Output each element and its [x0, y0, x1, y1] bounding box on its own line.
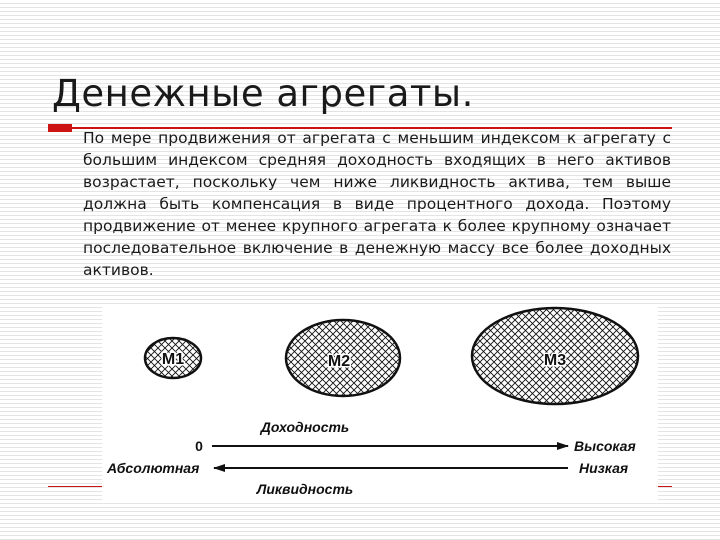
- yield-axis-title: Доходность: [260, 419, 350, 435]
- aggregates-diagram-svg: [102, 306, 658, 502]
- yield-axis-end-label: Высокая: [574, 438, 636, 454]
- slide-title: Денежные агрегаты.: [52, 72, 474, 115]
- title-accent-bar: [48, 124, 72, 132]
- liquidity-axis-title: Ликвидность: [256, 481, 354, 497]
- aggregate-m1-label: М1: [161, 351, 185, 368]
- yield-axis-start-label: 0: [195, 438, 203, 454]
- aggregates-diagram: [102, 306, 658, 502]
- slide-body-text: По мере продвижения от агрегата с меньшим индексом к агрегату с большим индексом средняя доходность входящих в него активов возрастает, поскольку чем ниже ликвидность актива, тем выше должна быть компенсация в виде процентного дохода. Поэтому продвижение от менее крупного агрегата к более крупному означает последовательное включение в денежную массу все более доходных активов.: [83, 129, 671, 279]
- aggregate-m3-label: М3: [543, 352, 567, 369]
- liquidity-axis-start-label: Абсолютная: [107, 460, 200, 476]
- liquidity-axis-end-label: Низкая: [579, 460, 629, 476]
- aggregate-m2-label: М2: [327, 353, 351, 370]
